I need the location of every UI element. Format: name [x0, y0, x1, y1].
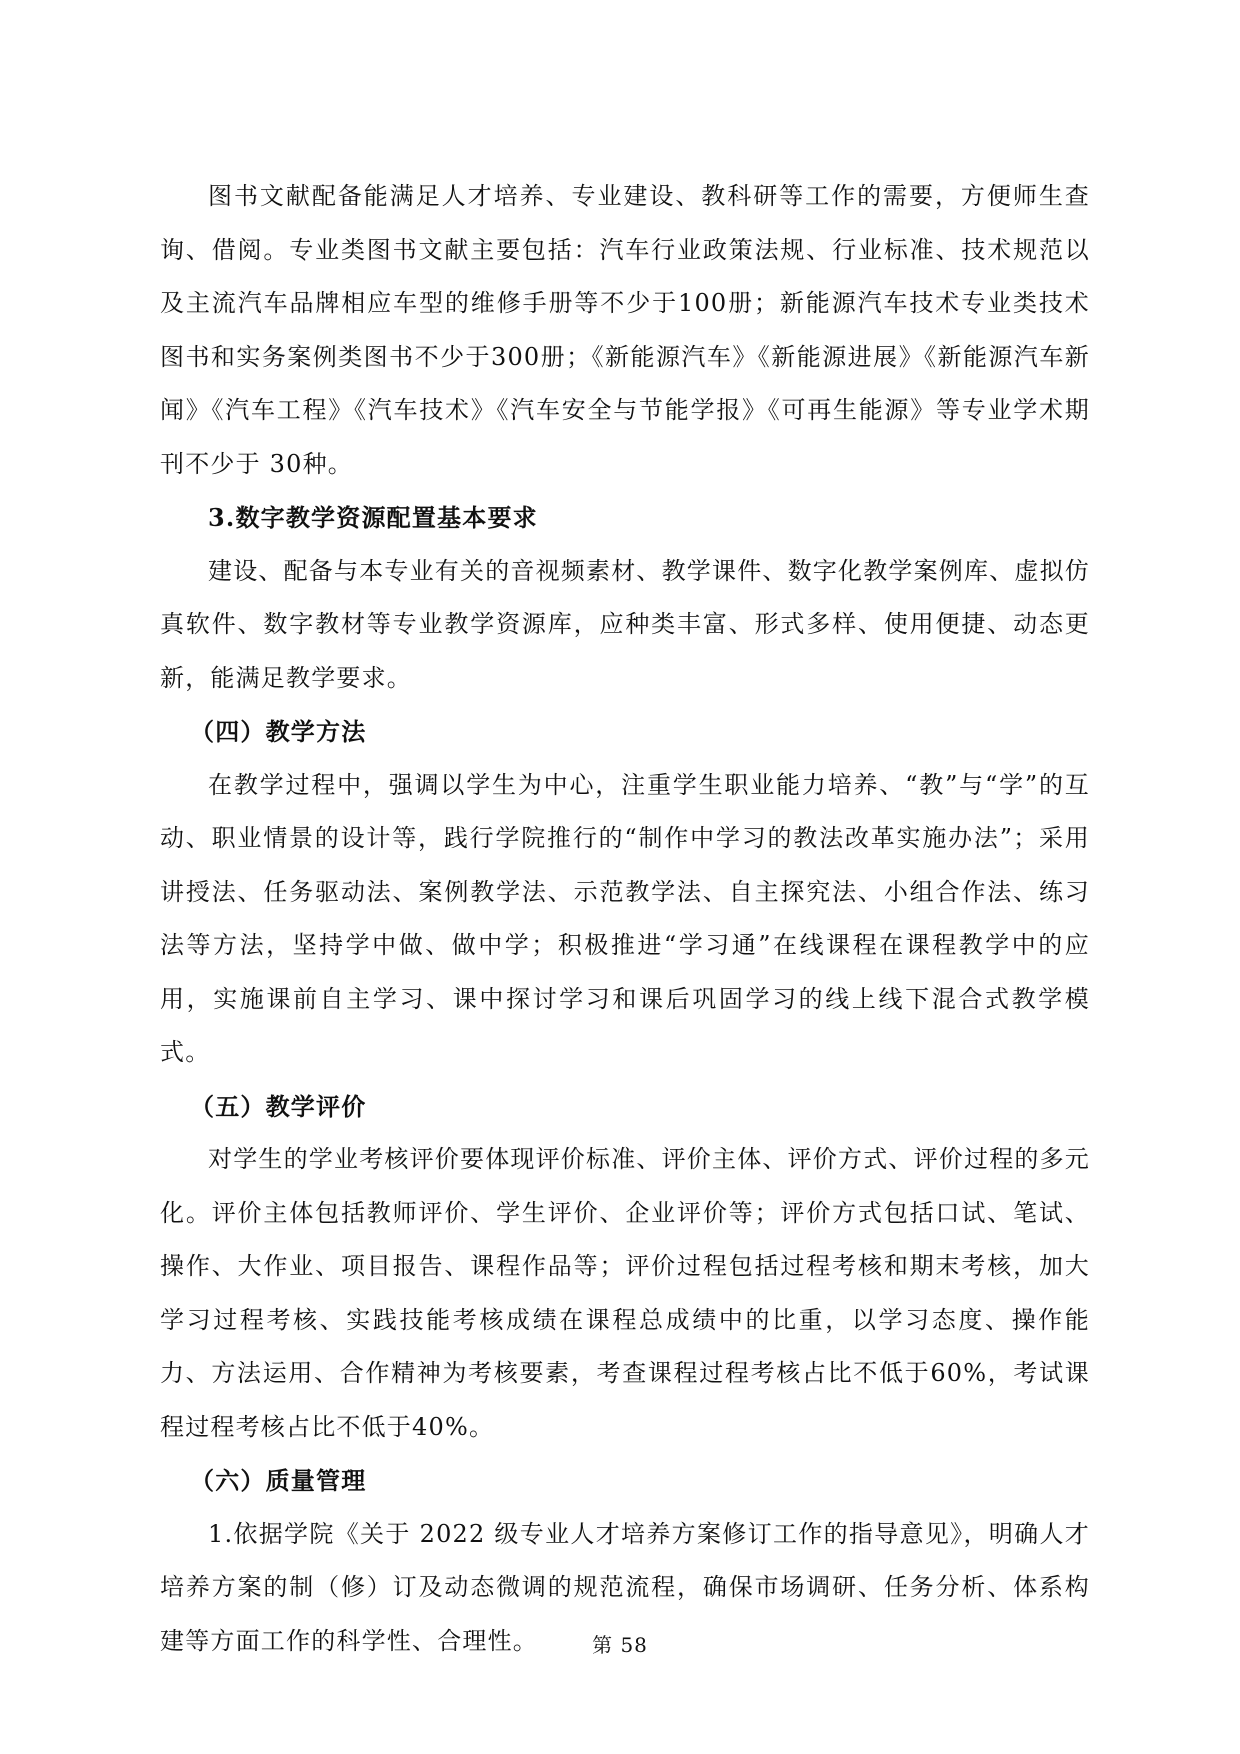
paragraph-quality-management: 1.依据学院《关于 2022 级专业人才培养方案修订工作的指导意见》，明确人才培养方案的制（修）订及动态微调的规范流程，确保市场调研、任务分析、体系构建等方面工作的科学性、合理性。: [160, 1519, 1090, 1655]
paragraph-teaching-evaluation: 对学生的学业考核评价要体现评价标准、评价主体、评价方式、评价过程的多元化。评价主体包括教师评价、学生评价、企业评价等；评价方式包括口试、笔试、操作、大作业、项目报告、课程作品等；评价过程包括过程考核和期末考核，加大学习过程考核、实践技能考核成绩在课程总成绩中的比重，以学习态度、操作能力、方法运用、合作精神为考核要素，考查课程过程考核占比不低于60%，考试课程过程考核占比不低于40%。: [160, 1145, 1090, 1441]
paragraph-library-resources: 图书文献配备能满足人才培养、专业建设、教科研等工作的需要，方便师生查询、借阅。专业类图书文献主要包括：汽车行业政策法规、行业标准、技术规范以及主流汽车品牌相应车型的维修手册等不少于100册；新能源汽车技术专业类技术图书和实务案例类图书不少于300册；《新能源汽车》《新能源进展》《新能源汽车新闻》《汽车工程》《汽车技术》《汽车安全与节能学报》《可再生能源》等专业学术期刊不少于 30种。: [160, 182, 1090, 478]
paragraph-digital-resources: 建设、配备与本专业有关的音视频素材、教学课件、数字化教学案例库、虚拟仿真软件、数字教材等专业教学资源库，应种类丰富、形式多样、使用便捷、动态更新，能满足教学要求。: [160, 556, 1090, 692]
section-heading-teaching-evaluation: （五）教学评价: [190, 1091, 367, 1121]
document-body: [160, 170, 1090, 1668]
section-heading-teaching-methods: （四）教学方法: [190, 717, 367, 746]
section-heading-quality-management: （六）质量管理: [190, 1466, 367, 1495]
section-heading-digital-resources: 3.数字教学资源配置基本要求: [208, 503, 538, 532]
paragraph-teaching-methods: 在教学过程中，强调以学生为中心，注重学生职业能力培养、“教”与“学”的互动、职业情景的设计等，践行学院推行的“制作中学习的教法改革实施办法”；采用讲授法、任务驱动法、案例教学法、示范教学法、自主探究法、小组合作法、练习法等方法，坚持学中做、做中学；积极推进“学习通”在线课程在课程教学中的应用，实施课前自主学习、课中探讨学习和课后巩固学习的线上线下混合式教学模式。: [160, 770, 1090, 1066]
page-number: 第 58: [592, 1633, 648, 1657]
